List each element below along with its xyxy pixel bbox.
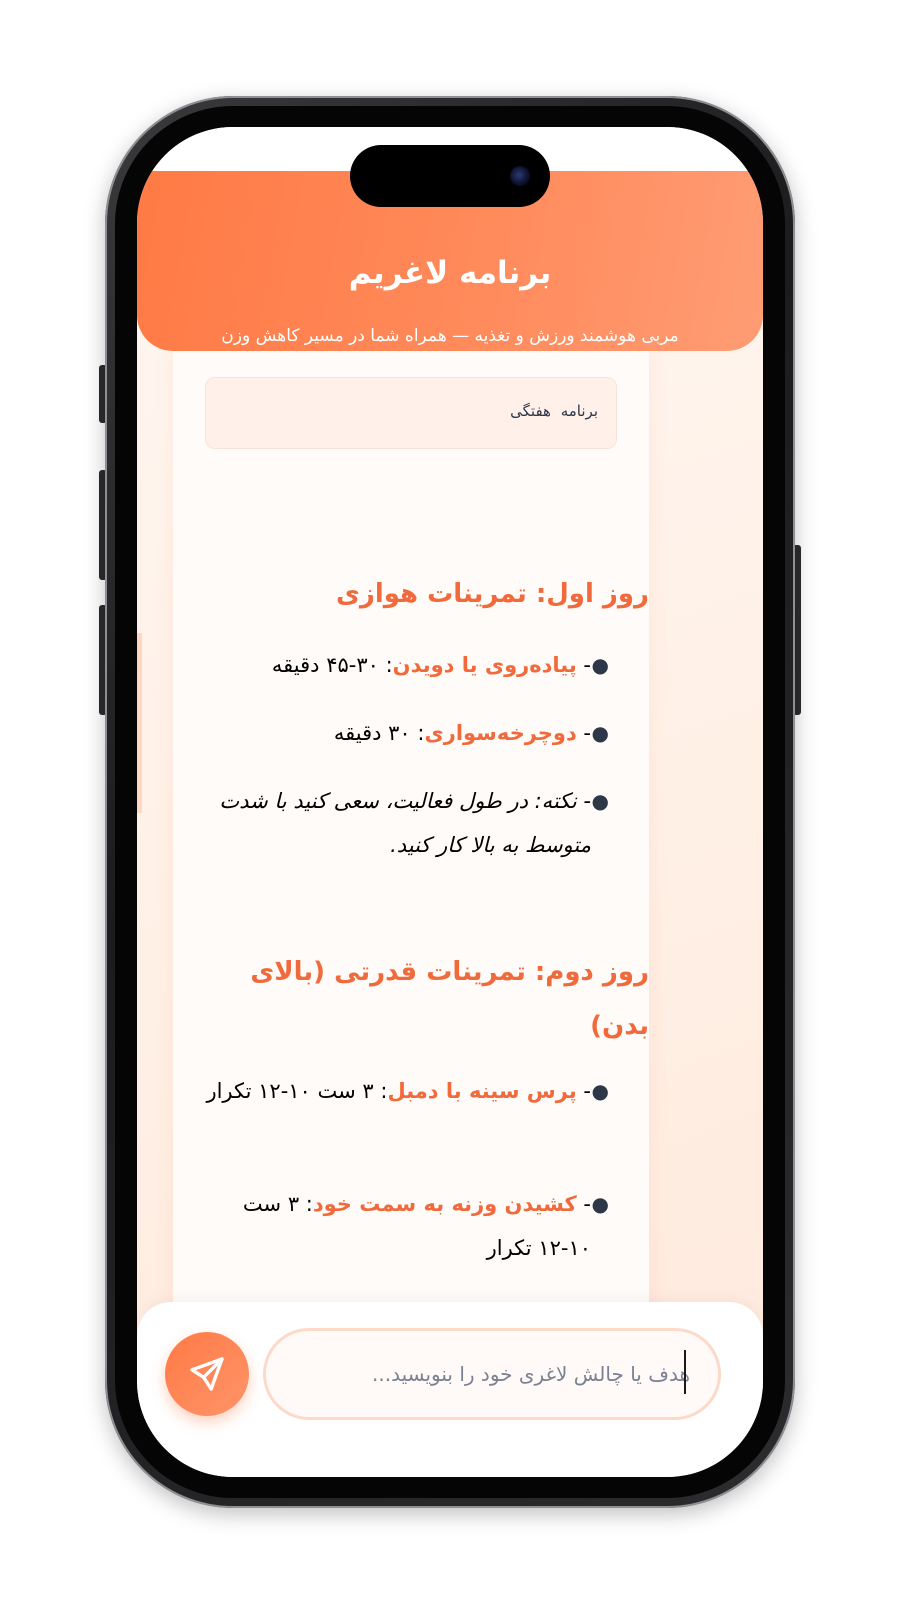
item-highlight: پیاده‌روی یا دویدن (392, 653, 577, 677)
bullet-icon: ● (591, 721, 609, 745)
scroll-indicator[interactable] (137, 633, 142, 813)
item-text: : ۳ ست ۱۰-۱۲ تکرار (242, 1192, 591, 1260)
bullet-icon: ● (591, 789, 609, 813)
item-text: نکته: در طول فعالیت، سعی کنید با شدت متوسط به بالا کار کنید. (219, 789, 591, 857)
phone-screen (137, 127, 763, 1477)
list-item (205, 1182, 617, 1270)
list-item (205, 1069, 617, 1113)
list-item (205, 711, 617, 755)
item-prefix: - (576, 721, 591, 745)
item-text: : ۳۰-۴۵ دقیقه (271, 653, 393, 677)
bullet-icon: ● (591, 1079, 609, 1103)
chat-input-bar (137, 1302, 763, 1477)
list-item (205, 643, 617, 687)
send-button[interactable] (165, 1332, 249, 1416)
day2-title: روز دوم: تمرینات قدرتی (بالای بدن) (250, 957, 649, 1041)
app-subtitle: مربی هوشمند ورزش و تغذیه — همراه شما در مسیر کاهش وزن (221, 326, 679, 346)
item-highlight: پرس سینه با دمبل (387, 1079, 577, 1103)
previous-message-bubble: برنامه هفتگی (205, 377, 617, 449)
item-text: : ۳۰ دقیقه (333, 721, 425, 745)
chat-message-area[interactable] (173, 347, 649, 1347)
camera-icon (510, 166, 530, 186)
item-prefix: - (576, 653, 591, 677)
send-icon (187, 1354, 227, 1394)
item-prefix: - (576, 1079, 591, 1103)
day1-title: روز اول: تمرینات هوازی (336, 579, 649, 609)
message-input[interactable] (263, 1328, 721, 1420)
text-cursor (684, 1350, 686, 1394)
list-item-note (205, 779, 617, 867)
item-text: : ۳ ست ۱۰-۱۲ تکرار (206, 1079, 388, 1103)
bullet-icon: ● (591, 653, 609, 677)
item-prefix: - (576, 1192, 591, 1216)
app-title: برنامه لاغریم (348, 255, 552, 291)
item-highlight: کشیدن وزنه به سمت خود (312, 1192, 577, 1216)
dynamic-island (350, 145, 550, 207)
item-highlight: دوچرخه‌سواری (424, 721, 577, 745)
bullet-icon: ● (591, 1192, 609, 1216)
item-prefix: - (576, 789, 591, 813)
